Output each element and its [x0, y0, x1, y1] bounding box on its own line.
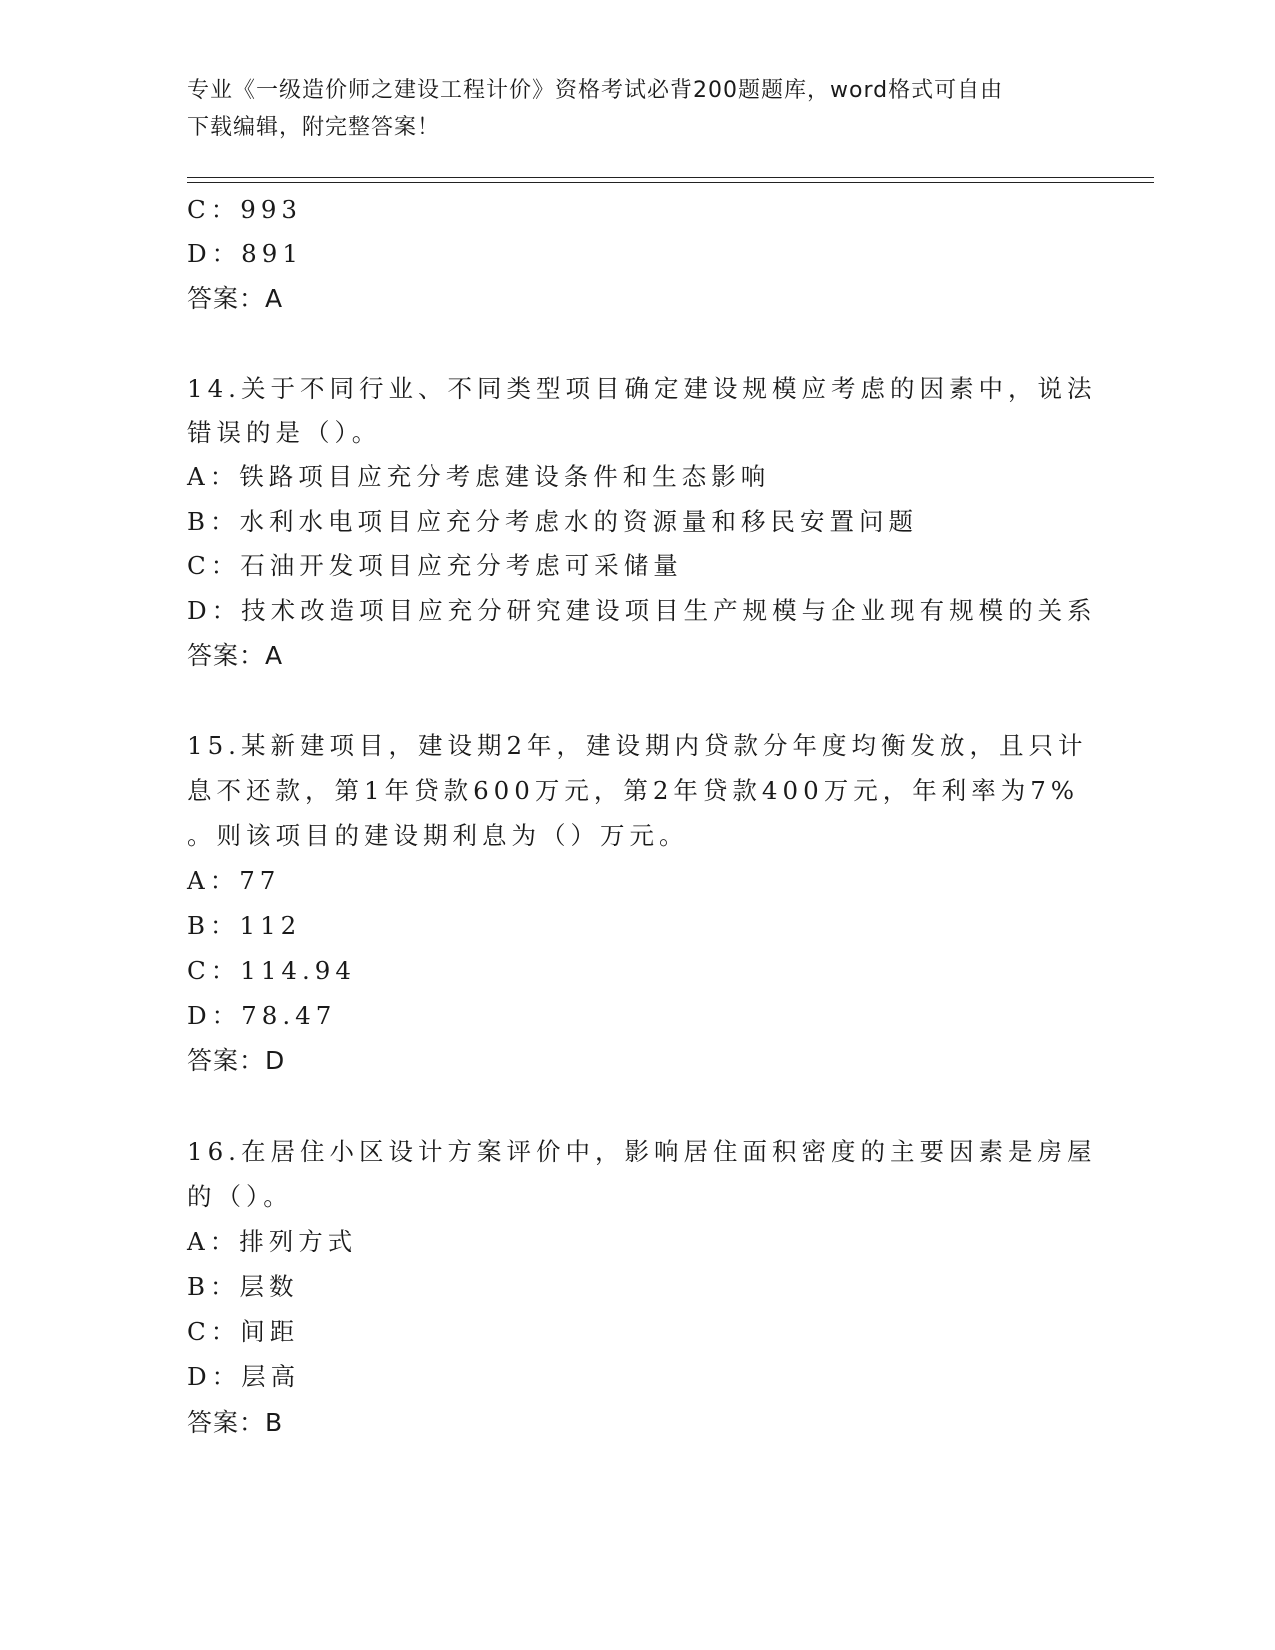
q15-answer: 答案：D: [187, 1046, 286, 1075]
q13-option-c: C：993: [187, 195, 303, 224]
header-line-2: 下载编辑，附完整答案！: [187, 115, 441, 140]
q15-option-d: D：78.47: [187, 1001, 337, 1030]
q14-option-a: A：铁路项目应充分考虑建设条件和生态影响: [187, 462, 771, 491]
q15-option-a: A：77: [187, 866, 281, 895]
q16-answer: 答案：B: [187, 1408, 284, 1437]
q14-stem-line-2: 错误的是（）。: [187, 418, 382, 447]
q15-option-b: B：112: [187, 911, 302, 940]
q16-stem-line-2: 的（）。: [187, 1182, 293, 1211]
q15-stem-line-3: 。则该项目的建设期利息为（）万元。: [187, 821, 689, 850]
q16-stem-line-1: 16.在居住小区设计方案评价中，影响居住面积密度的主要因素是房屋: [187, 1137, 1097, 1166]
q16-option-a: A：排列方式: [187, 1227, 358, 1256]
q13-answer: 答案：A: [187, 284, 284, 313]
q14-option-d: D：技术改造项目应充分研究建设项目生产规模与企业现有规模的关系: [187, 596, 1097, 625]
document-header: [187, 72, 1087, 146]
header-divider-top: [187, 177, 1154, 178]
q16-option-b: B：层数: [187, 1272, 299, 1301]
header-divider-bottom: [187, 182, 1154, 183]
q16-option-d: D：层高: [187, 1362, 301, 1391]
q15-stem-line-2: 息不还款，第1年贷款600万元，第2年贷款400万元，年利率为7%: [187, 776, 1080, 805]
q13-option-d: D：891: [187, 239, 303, 268]
q15-option-c: C：114.94: [187, 956, 356, 985]
q16-option-c: C：间距: [187, 1317, 300, 1346]
header-line-1: 专业《一级造价师之建设工程计价》资格考试必背200题题库，word格式可自由: [187, 78, 1004, 103]
q14-answer: 答案：A: [187, 641, 284, 670]
q14-option-c: C：石油开发项目应充分考虑可采储量: [187, 551, 683, 580]
q14-stem-line-1: 14.关于不同行业、不同类型项目确定建设规模应考虑的因素中，说法: [187, 374, 1097, 403]
q15-stem-line-1: 15.某新建项目，建设期2年，建设期内贷款分年度均衡发放，且只计: [187, 731, 1088, 760]
q14-option-b: B：水利水电项目应充分考虑水的资源量和移民安置问题: [187, 507, 919, 536]
